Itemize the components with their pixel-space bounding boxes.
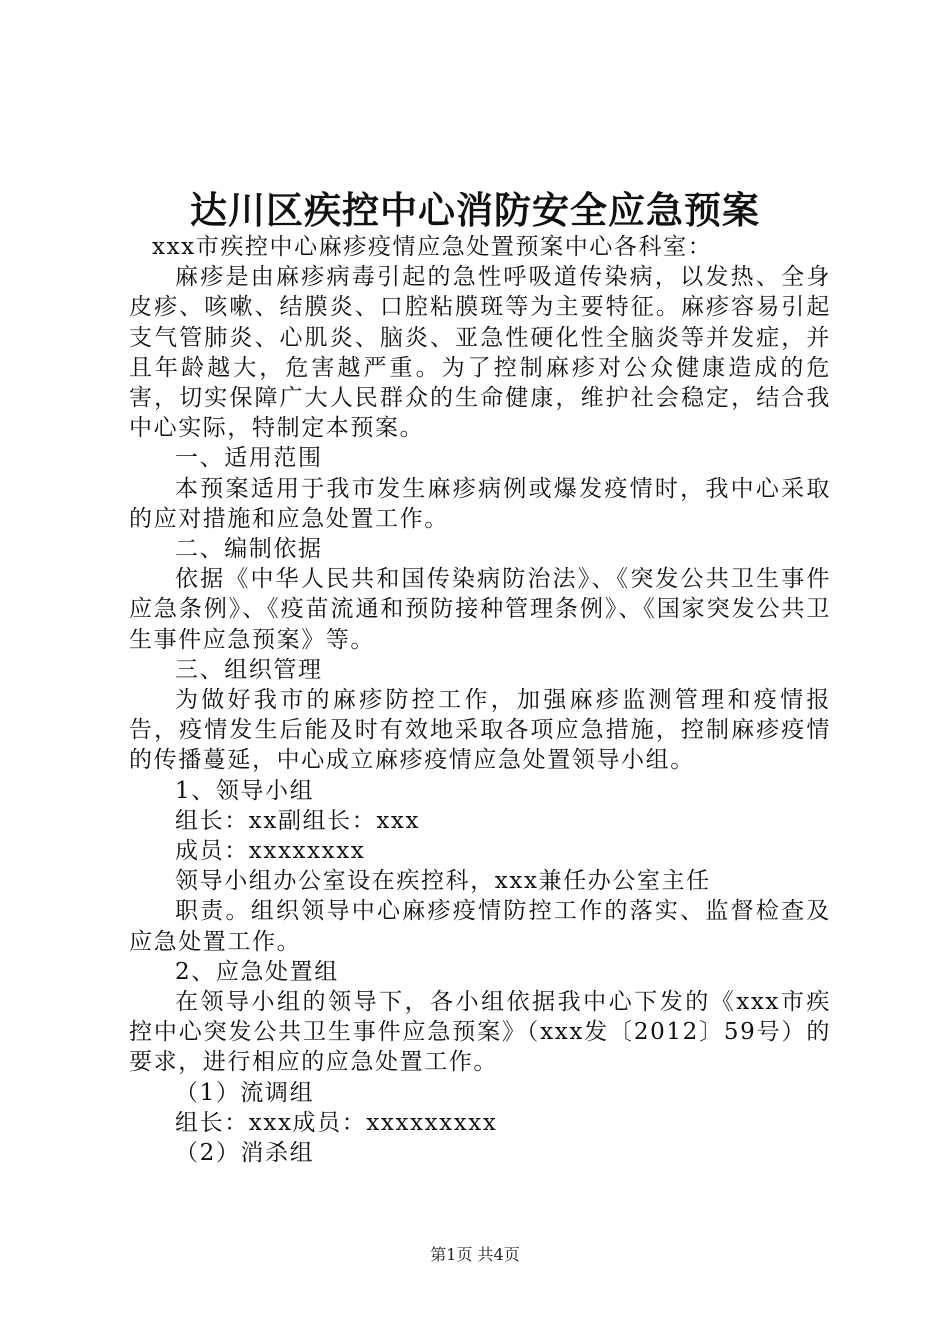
line-group-leader: 组长：xx副组长：xxx xyxy=(175,807,421,834)
paragraph-salutation: xxx市疾控中心麻疹疫情应急处置预案中心各科室： xyxy=(152,234,713,260)
heading-disinfection-team: （2）消杀组 xyxy=(175,1140,315,1167)
paragraph-scope: 本预案适用于我市发生麻疹病例或爆发疫情时，我中心采取的应对措施和应急处置工作。 xyxy=(129,475,831,532)
heading-leading-group: 1、领导小组 xyxy=(175,777,315,804)
line-epidemiology-members: 组长：xxx成员：xxxxxxxxx xyxy=(175,1109,498,1136)
paragraph-organization: 为做好我市的麻疹防控工作，加强麻疹监测管理和疫情报告，疫情发生后能及时有效地采取各项应急措施，控制麻疹疫情的传播蔓延，中心成立麻疹疫情应急处置领导小组。 xyxy=(129,687,831,774)
page-footer: 第1页 共4页 xyxy=(430,1245,520,1264)
heading-emergency-group: 2、应急处置组 xyxy=(175,958,339,985)
paragraph-basis: 依据《中华人民共和国传染病防治法》、《突发公共卫生事件应急条例》、《疫苗流通和预防接种管理条例》、《国家突发公共卫生事件应急预案》等。 xyxy=(129,566,831,653)
paragraph-intro: 麻疹是由麻疹病毒引起的急性呼吸道传染病，以发热、全身皮疹、咳嗽、结膜炎、口腔粘膜斑等为主要特征。麻疹容易引起支气管肺炎、心肌炎、脑炎、亚急性硬化性全脑炎等并发症，并且年龄越大，危害越严重。为了控制麻疹对公众健康造成的危害，切实保障广大人民群众的生命健康，维护社会稳定，结合我中心实际，特制定本预案。 xyxy=(129,264,831,442)
heading-organization: 三、组织管理 xyxy=(175,656,323,683)
heading-basis: 二、编制依据 xyxy=(175,536,323,563)
document-body xyxy=(129,232,831,1168)
paragraph-emergency-group: 在领导小组的领导下，各小组依据我中心下发的《xxx市疾控中心突发公共卫生事件应急预案》（xxx发〔2012〕59号）的要求，进行相应的应急处置工作。 xyxy=(129,989,831,1076)
line-members: 成员：xxxxxxxx xyxy=(175,838,366,865)
heading-epidemiology-team: （1）流调组 xyxy=(175,1079,315,1106)
document-title: 达川区疾控中心消防安全应急预案 xyxy=(190,188,760,232)
line-office: 领导小组办公室设在疾控科，xxx兼任办公室主任 xyxy=(175,868,711,895)
heading-scope: 一、适用范围 xyxy=(175,445,323,472)
paragraph-duties: 职责。组织领导中心麻疹疫情防控工作的落实、监督检查及应急处置工作。 xyxy=(129,898,831,955)
